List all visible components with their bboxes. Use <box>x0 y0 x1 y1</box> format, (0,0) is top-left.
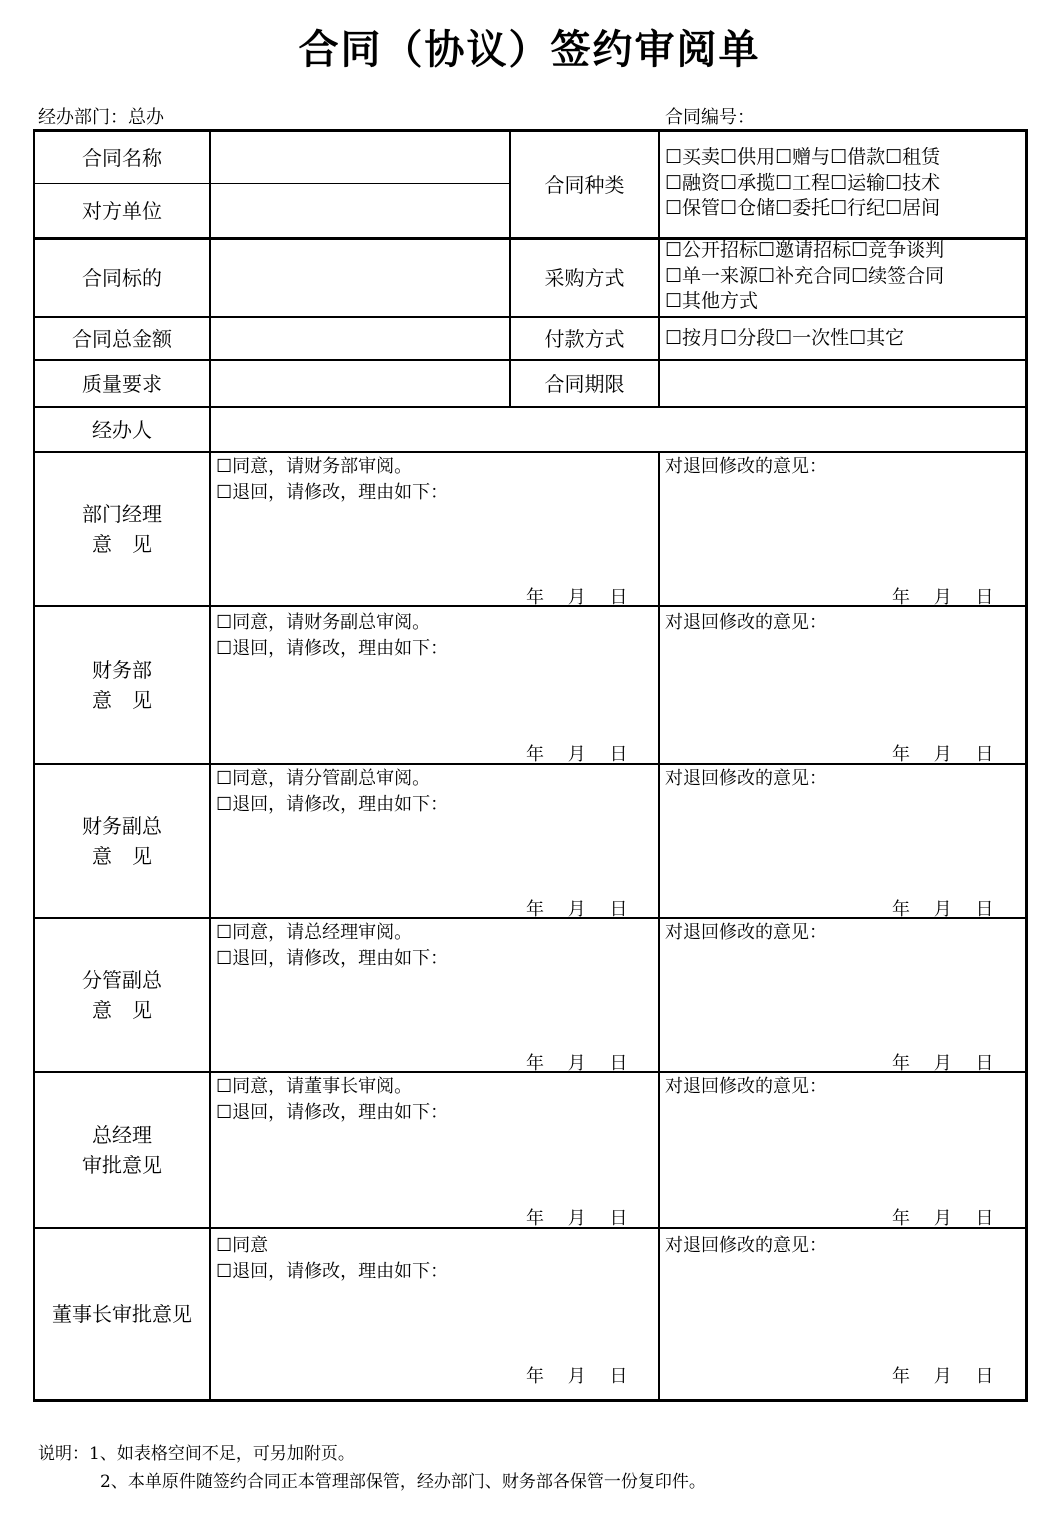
note-line-2: 2、本单原件随签约合同正本管理部保管，经办部门、财务部各保管一份复印件。 <box>100 1472 706 1492</box>
counterparty-label: 对方单位 <box>82 198 162 223</box>
subject-field[interactable] <box>211 240 509 316</box>
payment-label: 付款方式 <box>544 326 625 351</box>
handler-field[interactable] <box>211 408 1025 451</box>
agree-option[interactable]: ☐同意，请财务部审阅。 <box>216 456 413 477</box>
feedback-date: 年 月 日 <box>892 899 994 920</box>
payment-options[interactable] <box>660 318 1025 359</box>
review-label-finance-vp <box>35 765 209 917</box>
contract-type-option-row[interactable]: ☐买卖☐供用☐赠与☐借款☐租赁 <box>665 146 941 168</box>
contract-type-option-row[interactable]: ☐融资☐承揽☐工程☐运输☐技术 <box>665 171 941 194</box>
review-label-line: 财务副总 <box>82 814 162 838</box>
amount-label: 合同总金额 <box>72 326 172 351</box>
agree-option[interactable]: ☐同意，请财务副总审阅。 <box>216 612 431 633</box>
review-label-line: 分管副总 <box>82 968 162 992</box>
review-label-line: 意 见 <box>92 844 152 868</box>
feedback-label: 对退回修改的意见： <box>665 768 827 789</box>
subject-label: 合同标的 <box>82 266 162 290</box>
dept-label: 经办部门：总办 <box>38 107 164 128</box>
procurement-option-row[interactable]: ☐其他方式 <box>665 290 759 312</box>
reject-option[interactable]: ☐退回，请修改，理由如下： <box>216 1102 449 1123</box>
feedback-label: 对退回修改的意见： <box>665 456 827 477</box>
agree-option[interactable]: ☐同意 <box>216 1235 269 1256</box>
review-label-division-vp <box>35 919 209 1071</box>
feedback-label: 对退回修改的意见： <box>665 1235 827 1256</box>
reject-option[interactable]: ☐退回，请修改，理由如下： <box>216 794 449 815</box>
review-label-line: 意 见 <box>92 688 152 712</box>
reject-option[interactable]: ☐退回，请修改，理由如下： <box>216 1261 449 1282</box>
reject-option[interactable]: ☐退回，请修改，理由如下： <box>216 482 449 503</box>
review-label-line: 董事长审批意见 <box>52 1302 192 1326</box>
review-label-finance-dept <box>35 607 209 763</box>
review-label-line: 意 见 <box>92 532 152 556</box>
review-label-line: 审批意见 <box>82 1153 162 1177</box>
agree-option[interactable]: ☐同意，请分管副总审阅。 <box>216 768 431 789</box>
agree-option[interactable]: ☐同意，请总经理审阅。 <box>216 922 413 943</box>
feedback-label: 对退回修改的意见： <box>665 1076 827 1097</box>
review-label-line: 财务部 <box>92 658 152 682</box>
review-date: 年 月 日 <box>526 1208 628 1229</box>
contract-type-option-row[interactable]: ☐保管☐仓储☐委托☐行纪☐居间 <box>665 197 941 219</box>
feedback-date: 年 月 日 <box>892 1053 994 1074</box>
contract-no-label: 合同编号： <box>665 107 755 128</box>
feedback-date: 年 月 日 <box>892 1208 994 1229</box>
feedback-date: 年 月 日 <box>892 587 994 608</box>
review-date: 年 月 日 <box>526 744 628 765</box>
review-label-line: 部门经理 <box>82 502 162 526</box>
review-label-line: 意 见 <box>92 998 152 1022</box>
agree-option[interactable]: ☐同意，请董事长审阅。 <box>216 1076 413 1097</box>
reject-option[interactable]: ☐退回，请修改，理由如下： <box>216 638 449 659</box>
review-date: 年 月 日 <box>526 899 628 920</box>
review-date: 年 月 日 <box>526 1053 628 1074</box>
review-label-dept-manager <box>35 453 209 605</box>
payment-option-row[interactable]: ☐按月☐分段☐一次性☐其它 <box>665 326 905 349</box>
note-line-1: 说明：1、如表格空间不足，可另加附页。 <box>38 1444 355 1464</box>
contract-type-options[interactable] <box>660 145 1025 237</box>
procurement-option-row[interactable]: ☐公开招标☐邀请招标☐竞争谈判 <box>665 239 945 261</box>
amount-field[interactable] <box>211 318 509 359</box>
review-date: 年 月 日 <box>526 1366 628 1387</box>
review-label-line: 总经理 <box>92 1123 152 1147</box>
feedback-date: 年 月 日 <box>892 744 994 765</box>
reject-option[interactable]: ☐退回，请修改，理由如下： <box>216 948 449 969</box>
feedback-date: 年 月 日 <box>892 1366 994 1387</box>
feedback-label: 对退回修改的意见： <box>665 922 827 943</box>
term-label: 合同期限 <box>544 371 625 396</box>
review-date: 年 月 日 <box>526 587 628 608</box>
review-label-general-manager <box>35 1073 209 1227</box>
form-title: 合同（协议）签约审阅单 <box>298 27 761 73</box>
quality-field[interactable] <box>211 361 509 406</box>
procurement-label: 采购方式 <box>544 266 625 290</box>
procurement-options[interactable] <box>660 238 1025 316</box>
notes <box>38 1440 706 1496</box>
handler-label: 经办人 <box>92 417 152 442</box>
quality-label: 质量要求 <box>82 371 162 396</box>
review-label-chairman <box>35 1229 209 1399</box>
contract-name-field[interactable] <box>211 132 509 183</box>
contract-name-label: 合同名称 <box>82 145 162 170</box>
feedback-label: 对退回修改的意见： <box>665 612 827 633</box>
contract-type-label: 合同种类 <box>544 172 625 197</box>
counterparty-field[interactable] <box>211 184 509 237</box>
procurement-option-row[interactable]: ☐单一来源☐补充合同☐续签合同 <box>665 264 945 287</box>
term-field[interactable] <box>660 361 1025 406</box>
